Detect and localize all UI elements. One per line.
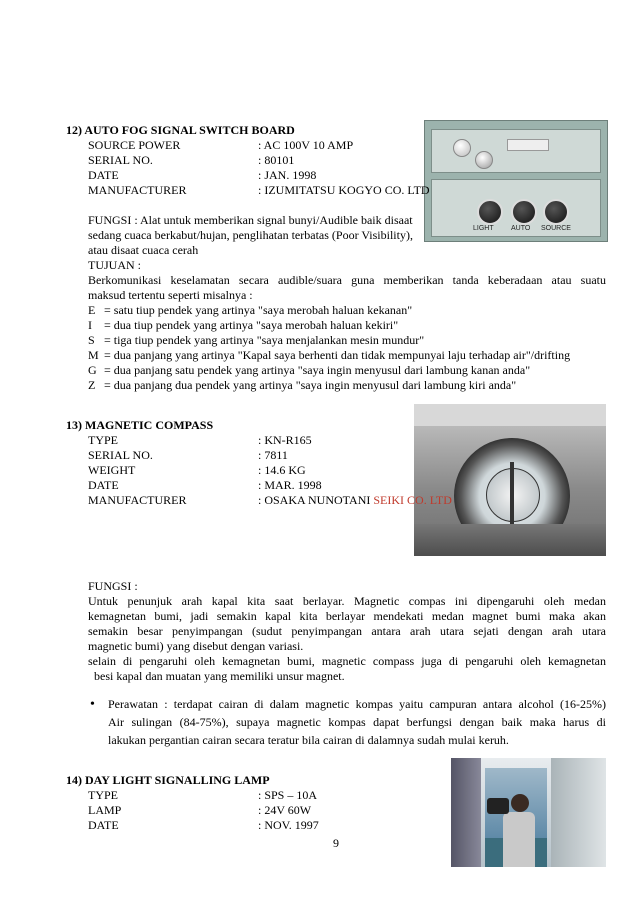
panel-label-source: SOURCE <box>541 225 571 232</box>
spec-value: : SPS – 10A <box>258 788 318 802</box>
spec-label: TYPE <box>88 788 118 802</box>
fungsi-line: besi kapal dan muatan yang memiliki unsur magnet. <box>94 669 345 683</box>
signal-text: = tiga tiup pendek yang artinya "saya menjalankan mesin mundur" <box>104 333 425 347</box>
tujuan-line: maksud tertentu seperti misalnya : <box>88 288 253 302</box>
spec-value: : IZUMITATSU KOGYO CO. LTD <box>258 183 430 197</box>
signal-text: = dua tiup pendek yang artinya "saya merobah haluan kekiri" <box>104 318 399 332</box>
manufacturer-name: : OSAKA NUNOTANI <box>258 493 374 507</box>
fungsi-label: FUNGSI : <box>88 579 138 593</box>
signal-key: M <box>88 348 99 362</box>
perawatan-line: Air sulingan (84-75%), supaya magnetic kompas dapat berfungsi dengan baik maka harus di <box>108 715 606 729</box>
signal-key: G <box>88 363 97 377</box>
spec-label: TYPE <box>88 433 118 447</box>
spec-label: DATE <box>88 478 119 492</box>
perawatan-line: Perawatan : terdapat cairan di dalam magnetic kompas yaitu campuran antara alcohol (16-25%) <box>108 697 606 711</box>
signal-text: = satu tiup pendek yang artinya "saya merobah haluan kekanan" <box>104 303 413 317</box>
signal-key: E <box>88 303 96 317</box>
fungsi-line: kemagnetan bumi, jadi semakin kapal kita berlayar mendekati medan magnet bumi maka akan <box>88 609 606 623</box>
spec-value: : AC 100V 10 AMP <box>258 138 354 152</box>
magnetic-compass-photo <box>414 404 606 556</box>
fungsi-line: magnetic bumi) yang disebut dengan variasi. <box>88 639 304 653</box>
spec-label: MANUFACTURER <box>88 493 187 507</box>
fungsi-line: atau disaat cuaca cerah <box>88 243 199 257</box>
spec-value-manufacturer <box>258 493 452 508</box>
spec-label: MANUFACTURER <box>88 183 187 197</box>
spec-label: SERIAL NO. <box>88 153 153 167</box>
fungsi-line: FUNGSI : Alat untuk memberikan signal bunyi/Audible baik disaat <box>88 213 413 227</box>
spec-label: WEIGHT <box>88 463 136 477</box>
spec-value: : NOV. 1997 <box>258 818 319 832</box>
page-number: 9 <box>333 836 339 850</box>
tujuan-label: TUJUAN : <box>88 258 141 272</box>
signal-text: = dua panjang yang artinya "Kapal saya berhenti dan tidak mempunyai laju terhadap air"/drifting <box>104 348 571 362</box>
signal-key: I <box>88 318 92 332</box>
fungsi-line: sedang cuaca berkabut/hujan, penglihatan terbatas (Poor Visibility), <box>88 228 413 242</box>
bullet-icon: • <box>90 697 95 712</box>
signalling-lamp-photo <box>451 758 606 867</box>
panel-label-light: LIGHT <box>473 225 494 232</box>
signal-key: Z <box>88 378 96 392</box>
spec-label: DATE <box>88 168 119 182</box>
spec-value: : MAR. 1998 <box>258 478 322 492</box>
spec-value: : 24V 60W <box>258 803 312 817</box>
signal-text: = dua panjang dua pendek yang artinya "saya ingin menyusul dari lambung kiri anda" <box>104 378 517 392</box>
spec-label: SOURCE POWER <box>88 138 181 152</box>
spec-value: : 80101 <box>258 153 295 167</box>
section-12-heading: 12) AUTO FOG SIGNAL SWITCH BOARD <box>66 123 295 137</box>
tujuan-line: Berkomunikasi keselamatan secara audible/suara guna memberikan tanda keberadaan atau suatu <box>88 273 606 287</box>
fungsi-line: selain di pengaruhi oleh kemagnetan bumi, magnetic compass juga di pengaruhi oleh kemagnetan <box>88 654 606 668</box>
spec-value: : KN-R165 <box>258 433 312 447</box>
spec-value: : 7811 <box>258 448 288 462</box>
spec-label: DATE <box>88 818 119 832</box>
section-13-heading: 13) MAGNETIC COMPASS <box>66 418 214 432</box>
spec-value: : JAN. 1998 <box>258 168 317 182</box>
fog-signal-panel-photo <box>424 120 608 242</box>
fungsi-line: Untuk penunjuk arah kapal kita saat berlayar. Magnetic compas ini dipengaruhi oleh medan <box>88 594 606 608</box>
section-14-heading: 14) DAY LIGHT SIGNALLING LAMP <box>66 773 270 787</box>
manufacturer-name-highlight: SEIKI CO. LTD <box>373 493 452 507</box>
spec-value: : 14.6 KG <box>258 463 306 477</box>
signal-key: S <box>88 333 95 347</box>
spec-label: LAMP <box>88 803 122 817</box>
perawatan-line: lakukan pergantian cairan secara teratur bila cairan di dalamnya sudah mulai keruh. <box>108 733 509 747</box>
fungsi-line: semakin besar penyimpangan (sudut penyimpangan antara arah utara sejati dengan arah utara <box>88 624 606 638</box>
panel-label-auto: AUTO <box>511 225 531 232</box>
spec-label: SERIAL NO. <box>88 448 153 462</box>
signal-text: = dua panjang satu pendek yang artinya "saya ingin menyusul dari lambung kanan anda" <box>104 363 531 377</box>
